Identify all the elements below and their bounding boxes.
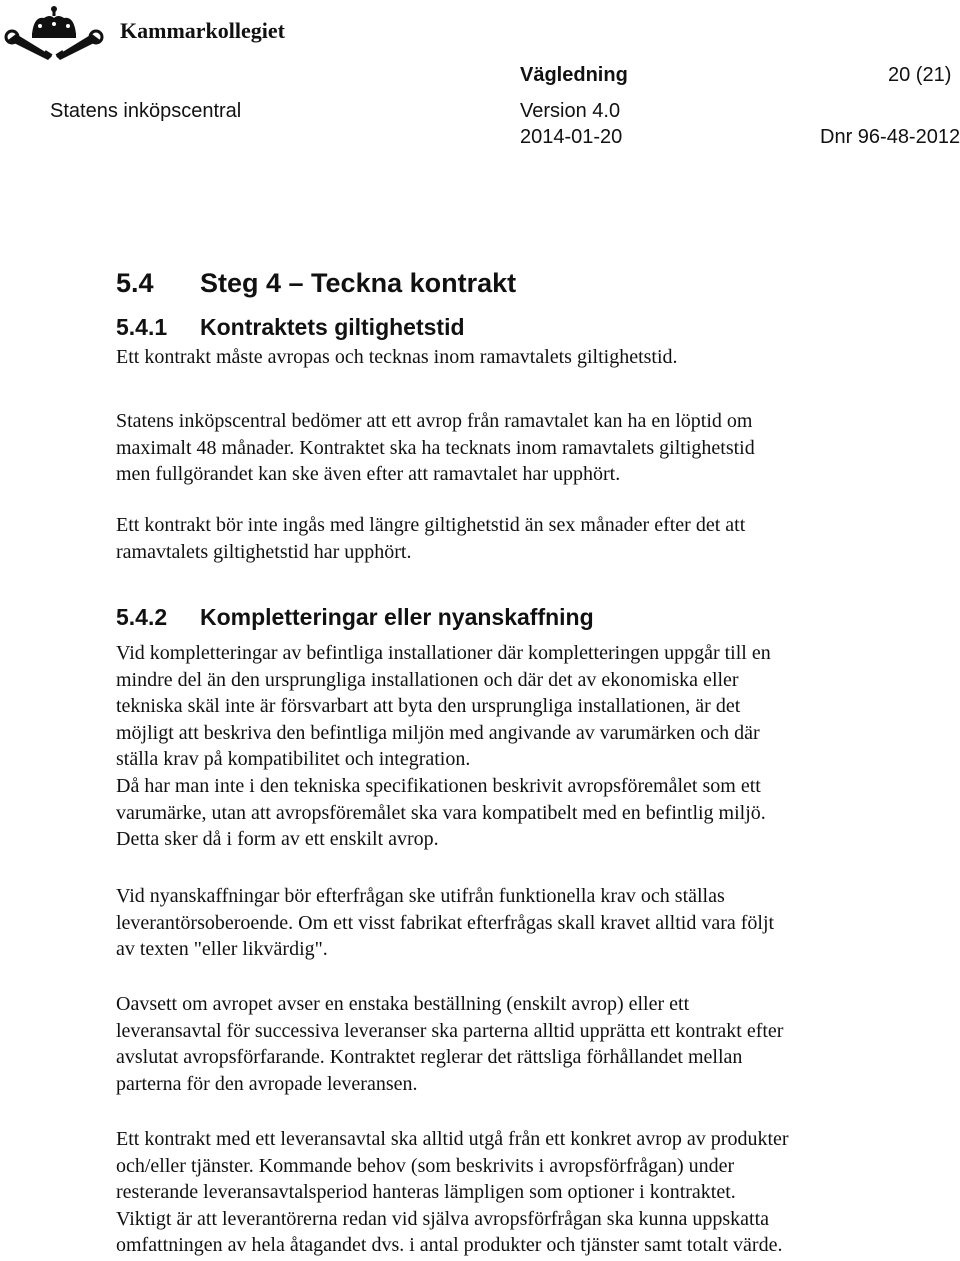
paragraph xyxy=(116,640,916,853)
text-line: mindre del än den ursprungliga installationen och där det av ekonomiska eller xyxy=(116,668,739,691)
text-line: resterande leveransavtalsperiod hanteras lämpligen som optioner i kontraktet. xyxy=(116,1181,736,1204)
text-line: ställa krav på kompatibilitet och integration. xyxy=(116,748,471,771)
paragraph xyxy=(116,1126,916,1259)
paragraph xyxy=(116,408,916,488)
text-line: Ett kontrakt måste avropas och tecknas inom ramavtalets giltighetstid. xyxy=(116,346,678,368)
paragraph xyxy=(116,344,916,371)
text-line: Vid nyanskaffningar bör efterfrågan ske utifrån funktionella krav och ställas xyxy=(116,885,725,907)
text-line: och/eller tjänster. Kommande behov (som beskrivits i avropsförfrågan) under xyxy=(116,1154,735,1177)
subsection-heading-1 xyxy=(116,314,716,344)
text-line: möjligt att beskriva den befintliga miljön med angivande av varumärken och där xyxy=(116,721,760,744)
section-title: Steg 4 – Teckna kontrakt xyxy=(200,268,517,298)
document-version: Version 4.0 xyxy=(520,100,621,122)
document-reference: Dnr 96-48-2012 xyxy=(820,126,960,148)
paragraph xyxy=(116,512,916,565)
text-line: Statens inköpscentral bedömer att ett avrop från ramavtalet kan ha en löptid om xyxy=(116,410,753,432)
section-heading xyxy=(116,268,716,302)
document-type: Vägledning xyxy=(520,64,628,86)
text-line: omfattningen av hela åtagandet dvs. i antal produkter och tjänster samt totalt värde. xyxy=(116,1234,783,1257)
text-line: Ett kontrakt bör inte ingås med längre giltighetstid än sex månader efter det att xyxy=(116,514,746,536)
text-line: Viktigt är att leverantörerna redan vid själva avropsförfrågan ska kunna uppskatta xyxy=(116,1207,769,1230)
text-line: leverantörsoberoende. Om ett visst fabrikat efterfrågas skall kravet alltid vara följt xyxy=(116,911,775,934)
subsection-title: Kompletteringar eller nyanskaffning xyxy=(200,604,594,630)
crown-keys-logo-icon xyxy=(4,4,104,62)
subsection-title: Kontraktets giltighetstid xyxy=(200,314,465,340)
text-line: Oavsett om avropet avser en enstaka beställning (enskilt avrop) eller ett xyxy=(116,993,690,1015)
section-number: 5.4 xyxy=(116,268,154,298)
text-line: parterna för den avropade leveransen. xyxy=(116,1072,418,1095)
unit-name: Statens inköpscentral xyxy=(50,100,242,122)
page-number: 20 (21) xyxy=(888,64,952,86)
subsection-number: 5.4.2 xyxy=(116,604,168,630)
text-line: avslutat avropsförfarande. Kontraktet reglerar det rättsliga förhållandet mellan xyxy=(116,1046,743,1069)
text-line: ramavtalets giltighetstid har upphört. xyxy=(116,540,412,563)
subsection-heading-2 xyxy=(116,604,816,634)
document-date: 2014-01-20 xyxy=(520,126,623,148)
text-line: Detta sker då i form av ett enskilt avrop. xyxy=(116,828,439,851)
text-line: men fullgörandet kan ske även efter att ramavtalet har upphört. xyxy=(116,463,621,486)
text-line: av texten "eller likvärdig". xyxy=(116,938,328,961)
subsection-number: 5.4.1 xyxy=(116,314,168,340)
text-line: varumärke, utan att avropsföremålet ska vara kompatibelt med en befintlig miljö. xyxy=(116,801,766,824)
text-line: tekniska skäl inte är försvarbart att byta den ursprungliga installationen, är det xyxy=(116,695,741,718)
paragraph xyxy=(116,991,916,1097)
paragraph xyxy=(116,883,916,963)
text-line: maximalt 48 månader. Kontraktet ska ha tecknats inom ramavtalets giltighetstid xyxy=(116,436,755,459)
text-line: Vid kompletteringar av befintliga installationer där kompletteringen uppgår till en xyxy=(116,642,771,664)
organization-name: Kammarkollegiet xyxy=(120,18,285,43)
text-line: Ett kontrakt med ett leveransavtal ska alltid utgå från ett konkret avrop av produkter xyxy=(116,1128,789,1150)
text-line: Då har man inte i den tekniska specifikationen beskrivit avropsföremålet som ett xyxy=(116,774,761,797)
text-line: leveransavtal för successiva leveranser ska parterna alltid upprätta ett kontrakt efter xyxy=(116,1019,784,1042)
